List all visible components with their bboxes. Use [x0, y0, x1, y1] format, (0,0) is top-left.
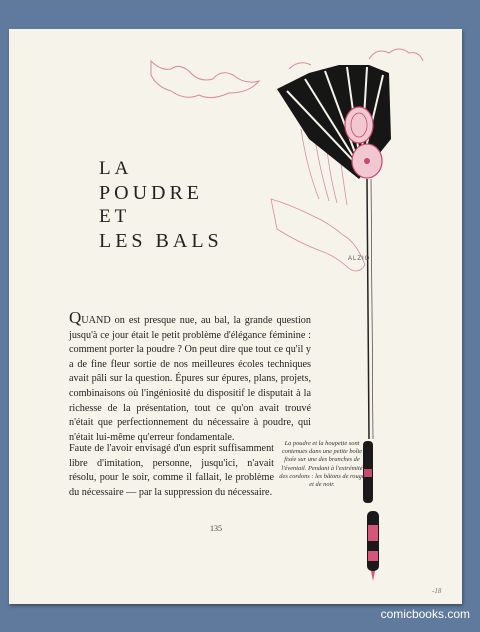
pencil-note: -18	[432, 587, 442, 595]
article-title	[99, 157, 223, 253]
page-number: 135	[210, 524, 222, 533]
artist-signature: ALZIO	[348, 256, 371, 262]
title-line-2: POUDRE	[99, 182, 204, 204]
paragraph-1-text: UAND on est presque nue, au bal, la grande question jusqu'à ce jour était le petit problème d'élégance féminine : comment porter la poudre ? On peut dire que tout ce qu'il y a de fine fleur sortie de nos meilleures écoles techniques avait pâli sur la question. Épures sur épures, plans, projets, combinaisons où l'ingéniosité du dispositif le disputait à la richesse de la présentation, tout ce qu'on avait trouvé n'était que perfectionnement du nécessaire à poudre, qui n'était lui-même qu'erreur fondamentale.	[69, 315, 311, 443]
title-line-1: LA	[99, 158, 133, 179]
drop-cap: Q	[69, 308, 82, 327]
illustration-caption: La poudre et la houpette sont contenues dans une petite boîte fixée sur une des branches de l'éventail. Pendant à l'extrémité des cordons : les bâtons de rouge et de noir.	[279, 440, 365, 489]
cord	[367, 179, 369, 439]
title-line-4: LES BALS	[99, 230, 223, 252]
powder-compact	[345, 107, 373, 143]
magazine-page	[9, 29, 462, 604]
paragraph-1	[69, 308, 311, 445]
cloud-outline	[151, 61, 259, 98]
watermark: comicbooks.com	[380, 607, 470, 621]
paragraph-2: Faute de l'avoir envisagé d'un esprit suffisamment libre d'imitation, personne, jusqu'ici, n'avait résolu, pour le soir, comme il fallait, le problème du nécessaire — par la suppression du nécessaire.	[69, 443, 274, 498]
title-line-3: ET	[99, 206, 131, 227]
